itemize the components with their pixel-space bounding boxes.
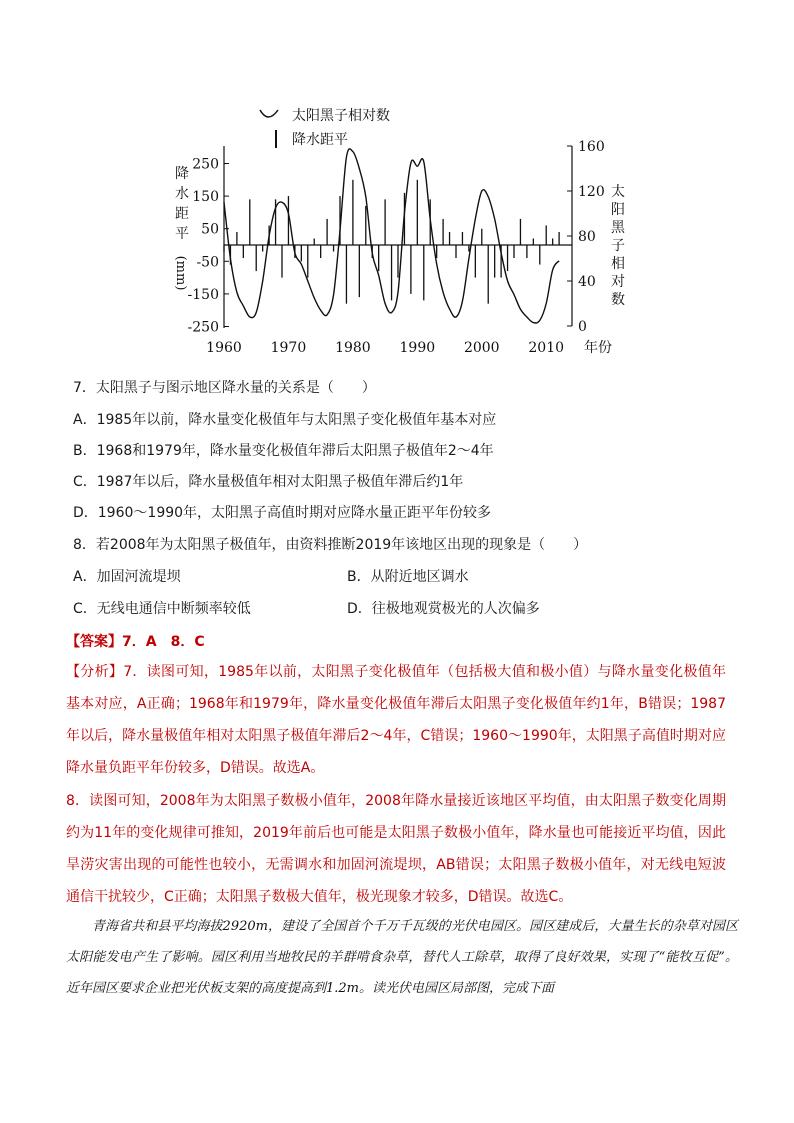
right-axis-label-char: 太 xyxy=(611,184,625,200)
right-axis-label-char: 子 xyxy=(611,238,625,254)
right-axis-tick-label: 120 xyxy=(578,184,605,200)
x-axis-tick-label: 1980 xyxy=(335,340,371,356)
question-8-stem: 8．若2008年为太阳黑子极值年，由资料推断2019年该地区出现的现象是（ ） xyxy=(73,537,588,553)
analysis-q7: 【分析】7．读图可知，1985年以前，太阳黑子变化极值年（包括极大值和极小值）与降水量变化极值年基本对应，A正确；1968年和1979年，降水量变化极值年滞后太阳黑子变化极值年约1年，B错误；1987年以后，降水量极值年相对太阳黑子极值年滞后2～4年，C错误；1960～1990年，太阳黑子高值时期对应降水量负距平年份较多，D错误。故选A。 xyxy=(66,664,726,776)
question-8-option-d: D．往极地观赏极光的人次偏多 xyxy=(347,601,540,617)
question-7-option-a: A．1985年以前，降水量变化极值年与太阳黑子变化极值年基本对应 xyxy=(73,412,497,428)
reading-passage: 青海省共和县平均海拔2920m，建设了全国首个千万千瓦级的光伏电园区。园区建成后，大量生长的杂草对园区太阳能发电产生了影响。园区利用当地牧民的羊群啃食杂草，替代人工除草，取得了良好效果，实现了“能牧互促”。近年园区要求企业把光伏板支架的高度提高到1.2m。读光伏电园区局部图，完成下面 xyxy=(66,919,738,996)
x-axis-tick-label: 1960 xyxy=(206,340,242,356)
right-axis-tick-label: 80 xyxy=(578,229,596,245)
question-7-option-b: B．1968和1979年，降水量变化极值年滞后太阳黑子极值年2～4年 xyxy=(73,443,494,459)
analysis-q8: 8．读图可知，2008年为太阳黑子数极小值年，2008年降水量接近该地区平均值，由太阳黑子数变化周期约为11年的变化规律可推知，2019年前后也可能是太阳黑子数极小值年，降水量也可能接近平均值，因此旱涝灾害出现的可能性也较小，无需调水和加固河流堤坝，AB错误；太阳黑子数极小值年，对无线电短波通信干扰较少，C正确；太阳黑子数极大值年，极光现象才较多，D错误。故选C。 xyxy=(66,793,726,905)
legend-bar-label: 降水距平 xyxy=(292,132,348,148)
right-axis-label-char: 对 xyxy=(611,274,625,290)
sunspot-precipitation-chart xyxy=(160,100,640,360)
right-axis-label-char: 数 xyxy=(611,292,625,308)
right-axis-label-char: 黑 xyxy=(611,220,625,236)
left-axis-tick-label: -250 xyxy=(187,319,219,336)
left-axis-tick-label: -50 xyxy=(196,254,219,271)
legend-line-icon xyxy=(260,110,278,117)
question-7-option-d: D．1960～1990年，太阳黑子高值时期对应降水量正距平年份较多 xyxy=(73,505,492,521)
left-axis-label-char: 降 xyxy=(175,166,189,182)
left-axis-label-unit: (mm) xyxy=(173,255,188,291)
right-axis-tick-label: 0 xyxy=(578,319,587,335)
question-8-option-b: B．从附近地区调水 xyxy=(347,569,469,585)
left-axis-label xyxy=(173,166,189,290)
question-7-stem: 7．太阳黑子与图示地区降水量的关系是（ ） xyxy=(73,380,376,396)
question-8-option-a: A．加固河流堤坝 xyxy=(73,569,181,585)
left-axis-tick-label: 50 xyxy=(201,221,219,238)
question-8-option-c: C．无线电通信中断频率较低 xyxy=(73,601,251,617)
x-axis-tick-label: 1990 xyxy=(399,340,436,356)
left-axis-label-char: 距 xyxy=(175,206,189,222)
question-7-option-c: C．1987年以后，降水量极值年相对太阳黑子极值年滞后约1年 xyxy=(73,474,464,490)
x-axis-tick-label: 1970 xyxy=(270,340,307,356)
left-axis-tick-label: -150 xyxy=(187,286,219,303)
left-axis-tick-label: 250 xyxy=(192,156,219,173)
right-axis-label xyxy=(611,183,626,308)
left-axis-tick-label: 150 xyxy=(192,189,219,206)
x-axis-tick-label: 2010 xyxy=(528,340,565,356)
right-axis-tick-label: 40 xyxy=(578,274,596,290)
right-axis-label-char: 阳 xyxy=(611,202,625,218)
right-axis-label-char: 相 xyxy=(611,256,625,272)
x-axis-tick-label: 2000 xyxy=(463,340,500,356)
answer-line: 【答案】7．A 8．C xyxy=(66,634,205,650)
left-axis-label-char: 水 xyxy=(175,186,189,202)
left-axis-label-char: 平 xyxy=(175,226,189,242)
x-axis-unit: 年份 xyxy=(584,340,612,356)
legend-line-label: 太阳黑子相对数 xyxy=(292,108,390,124)
right-axis-tick-label: 160 xyxy=(578,139,605,155)
